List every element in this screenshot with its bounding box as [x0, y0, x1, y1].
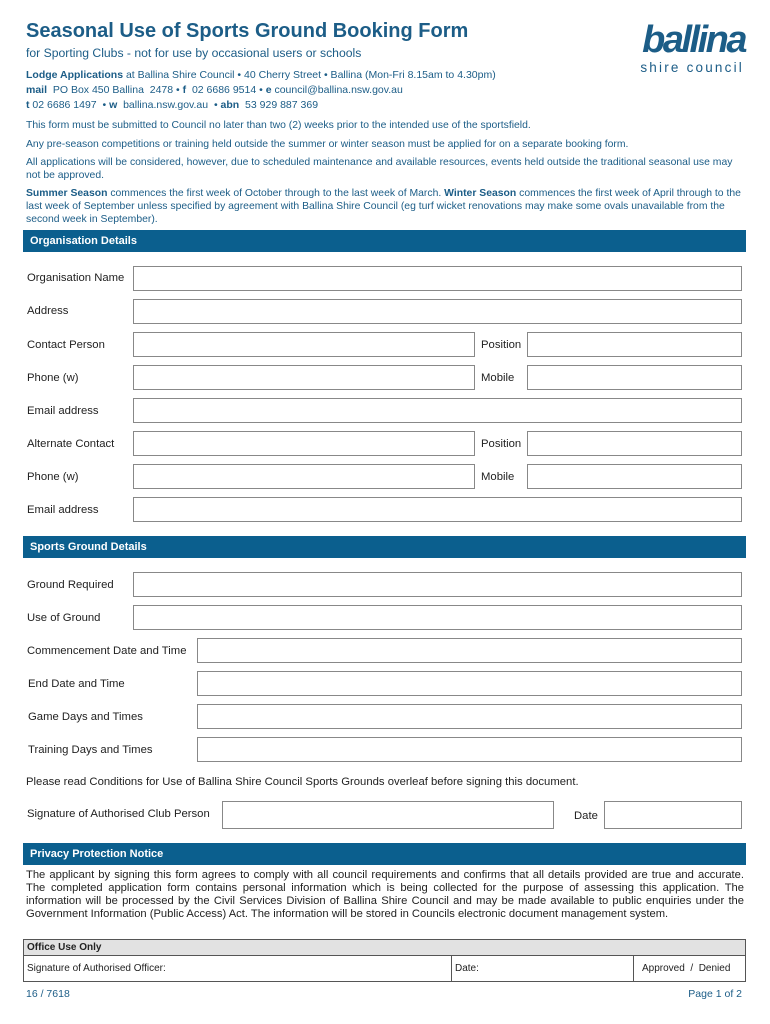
- winter-text: commences the first week of April through to the last week of September unless specified by agreement with Ballina Shire Council (eg turf wicket renovations may make some ovals unavailable from the second week in September).: [26, 188, 741, 225]
- email-address-field[interactable]: [133, 398, 742, 423]
- info-deadline: This form must be submitted to Council no later than two (2) weeks prior to the intended use of the sportsfield.: [26, 120, 531, 131]
- info-approval: All applications will be considered, however, due to scheduled maintenance and available resources, events held outside the traditional seasonal use may not be approved.: [26, 157, 733, 181]
- contact-line-1: [26, 69, 496, 81]
- office-use-heading: Office Use Only: [24, 940, 745, 956]
- info-preseason: Any pre-season competitions or training held outside the summer or winter season must be applied for on a separate booking form.: [26, 139, 629, 150]
- use-of-ground-label: Use of Ground: [27, 612, 101, 624]
- training-days-label: Training Days and Times: [28, 744, 153, 756]
- fax-label: f: [182, 84, 187, 96]
- mobile-field[interactable]: [527, 365, 742, 390]
- form-title: Seasonal Use of Sports Ground Booking Form: [26, 20, 469, 42]
- info-seasons: [26, 188, 746, 226]
- org-name-label: Organisation Name: [27, 272, 125, 284]
- contact-person-field[interactable]: [133, 332, 475, 357]
- web-value: ballina.nsw.gov.au •: [117, 99, 221, 111]
- address-field[interactable]: [133, 299, 742, 324]
- logo-subtitle: shire council: [640, 60, 744, 75]
- org-name-field[interactable]: [133, 266, 742, 291]
- address-label: Address: [27, 305, 69, 317]
- conditions-note: Please read Conditions for Use of Ballina Shire Council Sports Grounds overleaf before signing this document.: [26, 776, 579, 788]
- summer-text: commences the first week of October through to the last week of March.: [107, 188, 445, 199]
- section-sports-ground-details: Sports Ground Details: [23, 536, 746, 558]
- privacy-text: The applicant by signing this form agrees to comply with all council requirements and confirms that all details provided are true and accurate. The completed application form contains personal information which is being collected for the purpose of assessing this application. The information will be processed by the Civil Services Division of Ballina Shire Council and may be made available to public enquiries under the Government Information (Public Access) Act. The information will be stored in Councils electronic document management system.: [26, 869, 744, 921]
- signature-field[interactable]: [222, 801, 554, 829]
- divider: [633, 956, 634, 981]
- game-days-field[interactable]: [197, 704, 742, 729]
- phone-w-label: Phone (w): [27, 372, 79, 384]
- alt-contact-field[interactable]: [133, 431, 475, 456]
- ground-required-field[interactable]: [133, 572, 742, 597]
- contact-line-3: [26, 99, 318, 111]
- contact-person-label: Contact Person: [27, 339, 105, 351]
- lodge-text: at Ballina Shire Council • 40 Cherry Street • Ballina (Mon-Fri 8.15am to 4.30pm): [123, 69, 496, 81]
- end-date-field[interactable]: [197, 671, 742, 696]
- alt-position-label: Position: [481, 438, 522, 450]
- lodge-label: Lodge Applications: [26, 69, 124, 81]
- training-days-field[interactable]: [197, 737, 742, 762]
- mail-value: PO Box 450 Ballina 2478 •: [47, 84, 183, 96]
- commencement-field[interactable]: [197, 638, 742, 663]
- alt-mobile-field[interactable]: [527, 464, 742, 489]
- winter-label: Winter Season: [444, 188, 517, 199]
- end-date-label: End Date and Time: [28, 678, 125, 690]
- office-use-box: [23, 939, 746, 982]
- email-value: council@ballina.nsw.gov.au: [271, 84, 403, 96]
- game-days-label: Game Days and Times: [28, 711, 143, 723]
- approval-status: Approved / Denied: [642, 963, 731, 974]
- form-subtitle: for Sporting Clubs - not for use by occasional users or schools: [26, 46, 362, 60]
- abn-value: 53 929 887 369: [239, 99, 319, 111]
- section-privacy-notice: Privacy Protection Notice: [23, 843, 746, 865]
- date-field[interactable]: [604, 801, 742, 829]
- alt-mobile-label: Mobile: [481, 471, 515, 483]
- use-of-ground-field[interactable]: [133, 605, 742, 630]
- officer-date-label: Date:: [455, 963, 479, 974]
- ground-required-label: Ground Required: [27, 579, 114, 591]
- ballina-logo: ballina: [642, 19, 745, 61]
- abn-label: abn: [220, 99, 240, 111]
- divider: [451, 956, 452, 981]
- alt-position-field[interactable]: [527, 431, 742, 456]
- alt-phone-w-field[interactable]: [133, 464, 475, 489]
- alt-email-label: Email address: [27, 504, 99, 516]
- alt-phone-w-label: Phone (w): [27, 471, 79, 483]
- email-address-label: Email address: [27, 405, 99, 417]
- email-label: e: [265, 84, 272, 96]
- section-organisation-details: Organisation Details: [23, 230, 746, 252]
- mail-label: mail: [26, 84, 48, 96]
- page-number: Page 1 of 2: [688, 988, 742, 1000]
- officer-signature-label: Signature of Authorised Officer:: [27, 963, 166, 974]
- alt-contact-label: Alternate Contact: [27, 438, 115, 450]
- phone-w-field[interactable]: [133, 365, 475, 390]
- signature-label: Signature of Authorised Club Person: [27, 808, 210, 820]
- alt-email-field[interactable]: [133, 497, 742, 522]
- summer-label: Summer Season: [26, 188, 108, 199]
- phone-value: 02 6686 1497 •: [29, 99, 110, 111]
- contact-line-2: [26, 84, 403, 96]
- commencement-label: Commencement Date and Time: [27, 645, 187, 657]
- web-label: w: [109, 99, 118, 111]
- mobile-label: Mobile: [481, 372, 515, 384]
- date-label: Date: [574, 810, 598, 822]
- office-use-row: [24, 956, 745, 981]
- form-code: 16 / 7618: [26, 988, 70, 1000]
- position-label: Position: [481, 339, 522, 351]
- fax-value: 02 6686 9514 •: [186, 84, 266, 96]
- phone-label: t: [26, 99, 30, 111]
- position-field[interactable]: [527, 332, 742, 357]
